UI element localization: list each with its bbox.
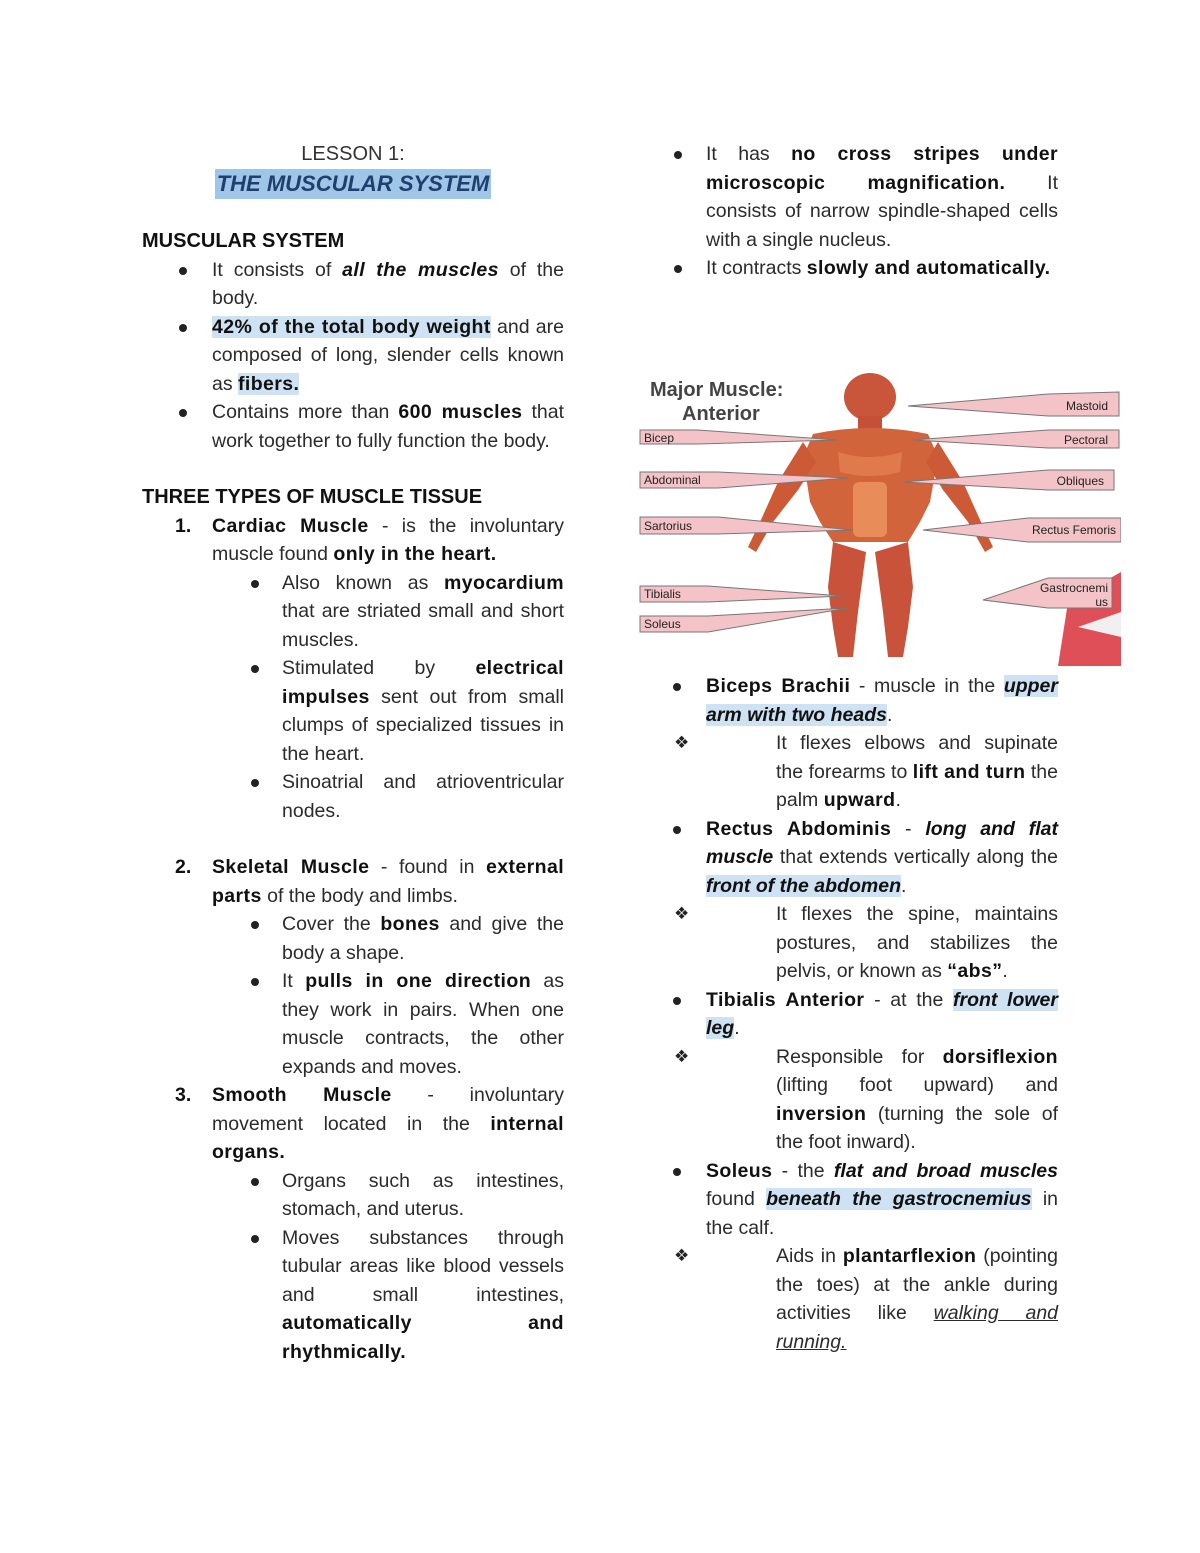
diamond-bullet-icon: ❖: [674, 904, 690, 923]
bullet-icon: [179, 409, 187, 417]
right-column-top: [706, 140, 1058, 283]
page-title: THE MUSCULAR SYSTEM: [215, 169, 492, 199]
sub-item: ❖ It flexes the spine, maintains postures, and stabilizes the pelvis, or known as “abs”.: [636, 900, 1058, 986]
bullet-icon: [673, 997, 681, 1005]
bullet-icon: [673, 1168, 681, 1176]
diamond-bullet-icon: ❖: [674, 733, 690, 752]
numbered-item-cardiac: 1. Cardiac Muscle - is the involuntary muscle found only in the heart.: [175, 514, 565, 565]
bullet-icon: [674, 151, 682, 159]
bullet-icon: [179, 267, 187, 275]
diamond-bullet-icon: ❖: [674, 1046, 690, 1066]
muscle-diagram: [638, 372, 1121, 666]
bullet-icon: [251, 580, 259, 588]
list-item-rectus: Rectus Abdominis - long and flat muscle that extends vertically along the front of the abdomen.: [706, 815, 1058, 901]
bullet-icon: [251, 921, 259, 929]
diamond-bullet-icon: ❖: [674, 1246, 690, 1265]
bullet-icon: [251, 978, 259, 986]
left-column: [142, 140, 564, 1366]
title-wrap: [142, 169, 564, 200]
list-item: It contracts slowly and automatically.: [636, 254, 1058, 283]
bullet-icon: [673, 683, 681, 691]
right-column-bottom: [674, 672, 1059, 1356]
bullet-icon: [674, 265, 682, 273]
bullet-icon: [251, 1235, 259, 1243]
bullet-icon: [251, 1178, 259, 1186]
list-item: Sinoatrial and atrioventricular nodes.: [142, 768, 564, 825]
label-abdominal: Abdominal: [644, 473, 701, 487]
label-gastrocnemius: Gastrocnemi: [1039, 581, 1108, 595]
numbered-item-smooth: 3. Smooth Muscle - involuntary movement located in the internal organs.: [175, 1084, 564, 1163]
list-item-biceps: Biceps Brachii - muscle in the upper arm with two heads.: [706, 672, 1058, 729]
list-item-soleus: Soleus - the flat and broad muscles found beneath the gastrocnemius in the calf.: [706, 1157, 1058, 1243]
list-item: 42% of the total body weight and are composed of long, slender cells known as fibers.: [142, 313, 564, 399]
bullet-icon: [179, 324, 187, 332]
numbered-item-skeletal: 2. Skeletal Muscle - found in external parts of the body and limbs.: [175, 856, 565, 907]
label-rectus-femoris: Rectus Femoris: [1031, 523, 1116, 537]
sub-item: ❖ Aids in plantarflexion (pointing the toes) at the ankle during activities like walking and running.: [636, 1242, 1058, 1356]
list-item: It consists of all the muscles of the body.: [142, 256, 564, 313]
section-heading-muscular-system: MUSCULAR SYSTEM: [142, 230, 345, 252]
figure-title: Major Muscle:: [650, 379, 784, 401]
sub-item: ❖ It flexes elbows and supinate the forearms to lift and turn the palm upward.: [636, 729, 1058, 815]
bullet-icon: [251, 665, 259, 673]
lesson-label: LESSON 1:: [301, 143, 405, 165]
label-mastoid: Mastoid: [1065, 399, 1108, 413]
list-item: Contains more than 600 muscles that work together to fully function the body.: [142, 398, 564, 455]
list-item: Also known as myocardium that are striated small and short muscles.: [142, 569, 564, 655]
label-soleus: Soleus: [644, 617, 681, 631]
list-item-tibialis: Tibialis Anterior - at the front lower leg.: [706, 986, 1058, 1043]
list-item: It has no cross stripes under microscopic magnification. It consists of narrow spindle-shaped cells with a single nucleus.: [636, 140, 1058, 254]
list-item: It pulls in one direction as they work in pairs. When one muscle contracts, the other expands and moves.: [142, 967, 564, 1081]
label-obliques: Obliques: [1056, 474, 1104, 488]
label-bicep: Bicep: [644, 431, 675, 445]
label-tibialis: Tibialis: [644, 587, 681, 601]
bullet-icon: [673, 826, 681, 834]
label-gastrocnemius-cont: us: [1095, 595, 1108, 609]
sub-item: ❖ Responsible for dorsiflexion (lifting foot upward) and inversion (turning the sole of the foot inward).: [636, 1043, 1058, 1157]
figure-subtitle: Anterior: [682, 403, 760, 425]
list-item: Cover the bones and give the body a shape.: [142, 910, 564, 967]
section-heading-muscle-tissue: THREE TYPES OF MUSCLE TISSUE: [142, 486, 483, 508]
list-item: Stimulated by electrical impulses sent out from small clumps of specialized tissues in the heart.: [142, 654, 564, 768]
list-item: Organs such as intestines, stomach, and uterus.: [142, 1167, 564, 1224]
bullet-icon: [251, 779, 259, 787]
list-item: Moves substances through tubular areas like blood vessels and small intestines, automatically and rhythmically.: [142, 1224, 564, 1367]
label-pectoral: Pectoral: [1063, 433, 1108, 447]
label-sartorius: Sartorius: [644, 519, 693, 533]
